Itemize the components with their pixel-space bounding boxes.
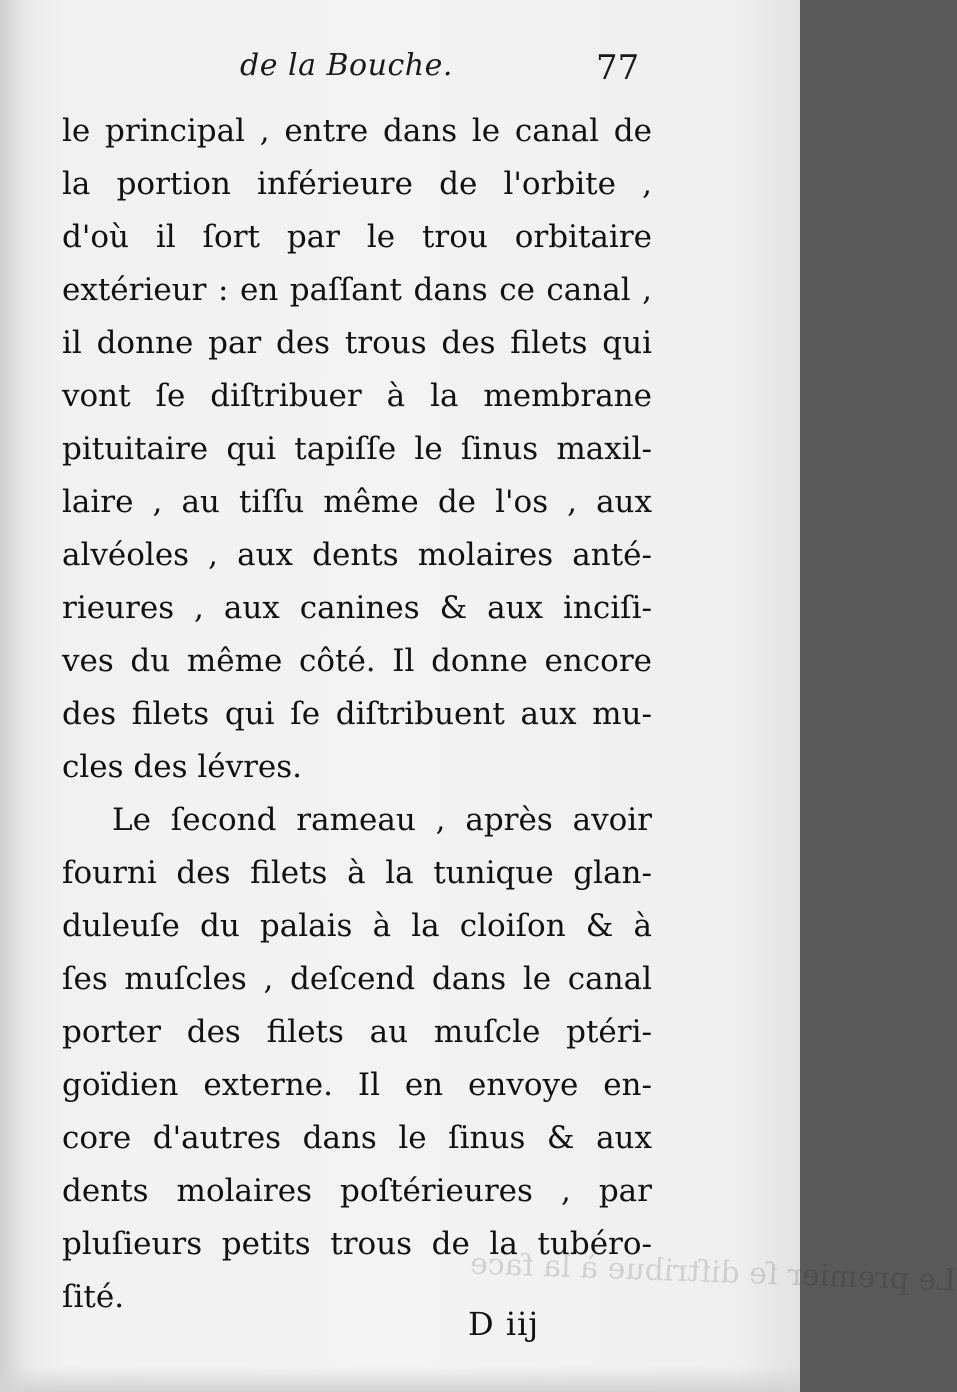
text-line: ves du même côté. Il donne encore (62, 643, 652, 679)
page-number: 77 (596, 48, 640, 88)
text-line: fourni des filets à la tunique glan- (62, 855, 652, 891)
text-line: d'où il ſort par le trou orbitaire (62, 219, 652, 255)
text-line: le principal , entre dans le canal de (62, 113, 652, 149)
gutter-shadow (0, 0, 38, 1392)
page-bottom-edge (0, 1366, 800, 1392)
text-line: goïdien externe. Il en envoye en- (62, 1067, 652, 1103)
text-line: ſité. (62, 1279, 125, 1315)
text-line: alvéoles , aux dents molaires anté- (62, 537, 652, 573)
text-line: pluſieurs petits trous de la tubéro- (62, 1226, 652, 1262)
text-line: Le ſecond rameau , après avoir (112, 802, 652, 838)
text-line: rieures , aux canines & aux inciſi- (62, 590, 652, 626)
paragraph-1 (62, 105, 652, 794)
text-line: vont ſe diſtribuer à la membrane (62, 378, 652, 414)
text-line: des filets qui ſe diſtribuent aux mu- (62, 696, 652, 732)
text-line: pituitaire qui tapiſſe le ſinus maxil- (62, 431, 652, 467)
text-line: ſes muſcles , deſcend dans le canal (62, 961, 652, 997)
text-body (62, 105, 652, 1324)
paragraph-2 (62, 794, 652, 1324)
text-line: core d'autres dans le ſinus & aux (62, 1120, 652, 1156)
text-line: dents molaires poſtérieures , par (62, 1173, 652, 1209)
running-title: de la Bouche. (240, 48, 453, 83)
text-line: porter des filets au muſcle ptéri- (62, 1014, 652, 1050)
text-line: extérieur : en paſſant dans ce canal , (62, 272, 652, 308)
running-head (0, 48, 800, 98)
signature-mark: D iij (468, 1305, 540, 1343)
bleed-through-ink: Le premier ſe diſtribue à la face (469, 1246, 957, 1299)
text-line: cles des lévres. (62, 749, 303, 785)
text-line: laire , au tiſſu même de l'os , aux (62, 484, 652, 520)
text-line: duleuſe du palais à la cloiſon & à (62, 908, 652, 944)
text-line: il donne par des trous des filets qui (62, 325, 652, 361)
text-line: la portion inférieure de l'orbite , (62, 166, 652, 202)
